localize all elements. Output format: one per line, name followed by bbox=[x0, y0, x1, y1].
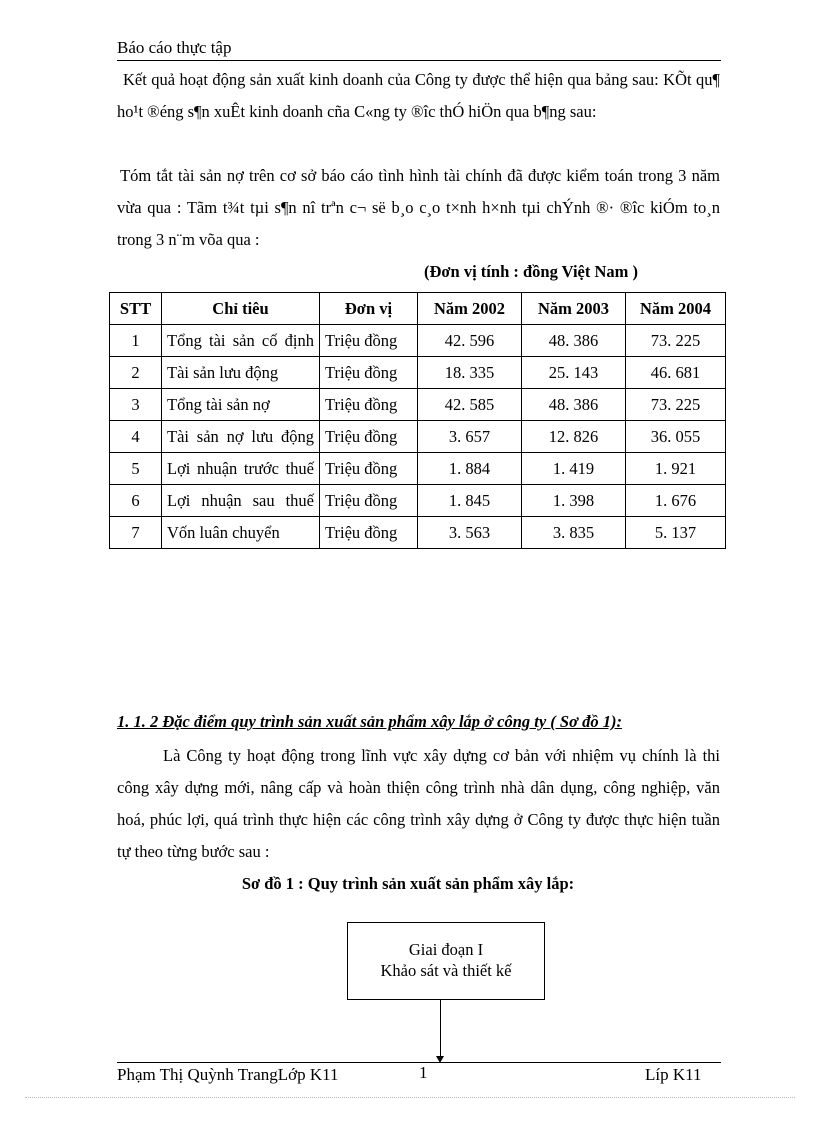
financial-table bbox=[109, 292, 726, 549]
cell-2002: 3. 657 bbox=[418, 421, 522, 453]
footer-author: Phạm Thị Quỳnh TrangLớp K11 bbox=[117, 1065, 339, 1084]
page-number: 1 bbox=[419, 1063, 428, 1082]
table-row bbox=[110, 325, 726, 357]
cell-unit: Triệu đồng bbox=[320, 485, 418, 517]
cell-stt: 6 bbox=[110, 485, 162, 517]
cell-2003: 25. 143 bbox=[522, 357, 626, 389]
header-indicator: Chỉ tiêu bbox=[162, 293, 320, 325]
flow-box-title: Giai đoạn I bbox=[408, 940, 484, 959]
document-header: Báo cáo thực tập bbox=[117, 38, 232, 57]
cell-2002: 1. 845 bbox=[418, 485, 522, 517]
page-bottom-dotted-line bbox=[25, 1097, 795, 1098]
cell-stt: 3 bbox=[110, 389, 162, 421]
cell-unit: Triệu đồng bbox=[320, 389, 418, 421]
table-row bbox=[110, 485, 726, 517]
flow-arrow-line bbox=[440, 1000, 441, 1060]
diagram-title: Sơ đồ 1 : Quy trình sản xuất sản phẩm xây lắp: bbox=[241, 874, 575, 893]
cell-stt: 5 bbox=[110, 453, 162, 485]
cell-indicator: Lợi nhuận trước thuế bbox=[162, 453, 320, 485]
footer-class: Líp K11 bbox=[645, 1065, 702, 1084]
cell-2002: 18. 335 bbox=[418, 357, 522, 389]
cell-2004: 73. 225 bbox=[626, 389, 726, 421]
cell-2004: 1. 676 bbox=[626, 485, 726, 517]
cell-indicator: Vốn luân chuyển bbox=[162, 517, 320, 549]
cell-stt: 4 bbox=[110, 421, 162, 453]
header-stt: STT bbox=[110, 293, 162, 325]
cell-2003: 1. 419 bbox=[522, 453, 626, 485]
table-row bbox=[110, 389, 726, 421]
cell-2004: 46. 681 bbox=[626, 357, 726, 389]
cell-2003: 48. 386 bbox=[522, 325, 626, 357]
cell-2002: 3. 563 bbox=[418, 517, 522, 549]
cell-stt: 7 bbox=[110, 517, 162, 549]
cell-2003: 3. 835 bbox=[522, 517, 626, 549]
cell-indicator: Tổng tài sản cố định bbox=[162, 325, 320, 357]
header-divider bbox=[117, 60, 721, 61]
header-unit: Đơn vị bbox=[320, 293, 418, 325]
table-row bbox=[110, 517, 726, 549]
section-heading: 1. 1. 2 Đặc điểm quy trình sản xuất sản phẩm xây lắp ở công ty ( Sơ đồ 1): bbox=[117, 712, 622, 731]
intro-paragraph-1: Kết quả hoạt động sản xuất kinh doanh của Công ty được thể hiện qua bảng sau: KÕt qu¶ ho¹t ®éng s¶n xuÊt kinh doanh cña C«ng ty ®îc thÓ hiÖn qua b¶ng sau: bbox=[117, 70, 720, 121]
cell-indicator: Tổng tài sản nợ bbox=[162, 389, 320, 421]
intro-paragraph-2: Tóm tắt tài sản nợ trên cơ sở báo cáo tình hình tài chính đã được kiểm toán trong 3 năm vừa qua : Tãm t¾t tµi s¶n nî trªn c¬ së b¸o c¸o t×nh h×nh tµi chÝnh ®· ®îc kiÓm to¸n trong 3 n¨m võa qua : bbox=[117, 166, 720, 249]
unit-note: (Đơn vị tính : đồng Việt Nam ) bbox=[424, 262, 639, 281]
table-row bbox=[110, 453, 726, 485]
cell-2004: 5. 137 bbox=[626, 517, 726, 549]
cell-2004: 73. 225 bbox=[626, 325, 726, 357]
cell-2004: 36. 055 bbox=[626, 421, 726, 453]
cell-indicator: Tài sản lưu động bbox=[162, 357, 320, 389]
cell-unit: Triệu đồng bbox=[320, 325, 418, 357]
cell-unit: Triệu đồng bbox=[320, 421, 418, 453]
cell-2002: 42. 596 bbox=[418, 325, 522, 357]
cell-stt: 2 bbox=[110, 357, 162, 389]
cell-2004: 1. 921 bbox=[626, 453, 726, 485]
header-year-2004: Năm 2004 bbox=[626, 293, 726, 325]
cell-stt: 1 bbox=[110, 325, 162, 357]
cell-2002: 42. 585 bbox=[418, 389, 522, 421]
cell-unit: Triệu đồng bbox=[320, 517, 418, 549]
cell-2003: 12. 826 bbox=[522, 421, 626, 453]
flow-box-stage-1 bbox=[347, 922, 545, 1000]
flow-box-subtitle: Khảo sát và thiết kế bbox=[380, 961, 512, 980]
header-year-2002: Năm 2002 bbox=[418, 293, 522, 325]
cell-indicator: Tài sản nợ lưu động bbox=[162, 421, 320, 453]
table-row bbox=[110, 421, 726, 453]
cell-unit: Triệu đồng bbox=[320, 357, 418, 389]
table-header-row bbox=[110, 293, 726, 325]
section-body: Là Công ty hoạt động trong lĩnh vực xây dựng cơ bản với nhiệm vụ chính là thi công xây dựng mới, nâng cấp và hoàn thiện công trình nhà dân dụng, công nghiệp, văn hoá, phúc lợi, quá trình thực hiện các công trình xây dựng ở Công ty được thực hiện tuần tự theo từng bước sau : bbox=[117, 746, 720, 861]
cell-2003: 48. 386 bbox=[522, 389, 626, 421]
cell-2003: 1. 398 bbox=[522, 485, 626, 517]
header-year-2003: Năm 2003 bbox=[522, 293, 626, 325]
cell-2002: 1. 884 bbox=[418, 453, 522, 485]
cell-unit: Triệu đồng bbox=[320, 453, 418, 485]
table-row bbox=[110, 357, 726, 389]
cell-indicator: Lợi nhuận sau thuế bbox=[162, 485, 320, 517]
